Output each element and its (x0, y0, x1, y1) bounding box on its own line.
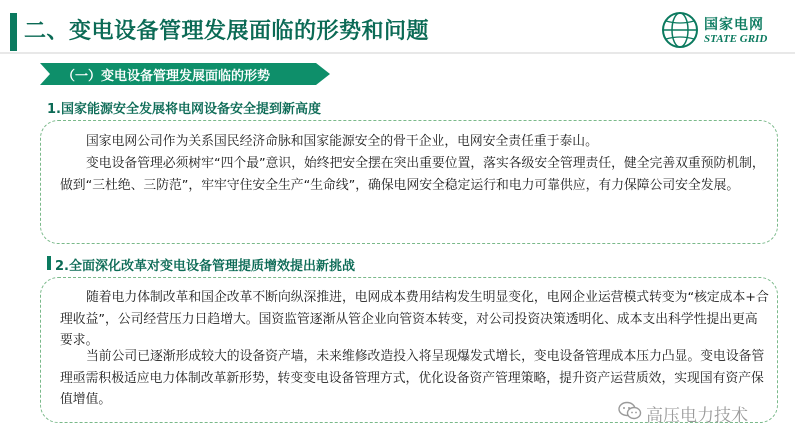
subheading-2-accent-bar (47, 256, 51, 270)
paragraph: 国家电网公司作为关系国民经济命脉和国家能源安全的骨干企业，电网安全责任重于泰山。 (86, 134, 598, 149)
section-banner-label: （一）变电设备管理发展面临的形势 (62, 69, 271, 84)
watermark-text: 高压电力技术 (646, 406, 748, 426)
title-accent-bar (10, 13, 17, 51)
subheading-1: 1.国家能源安全发展将电网设备安全提到新高度 (47, 102, 321, 117)
wechat-icon (618, 401, 642, 421)
globe-icon (660, 10, 700, 50)
paragraph: 变电设备管理必须树牢“四个最”意识，始终把安全摆在突出重要位置，落实各级安全管理责任，健全完善双重预防机制，做到“三杜绝、三防范”，牢牢守住安全生产“生命线”，确保电网安全稳定运行和电力可靠供应，有力保障公司安全发展。 (60, 156, 765, 193)
header-divider (0, 52, 795, 54)
subheading-2: 2.全面深化改革对变电设备管理提质增效提出新挑战 (55, 259, 355, 274)
page-title: 二、变电设备管理发展面临的形势和问题 (24, 19, 430, 44)
paragraph: 随着电力体制改革和国企改革不断向纵深推进，电网成本费用结构发生明显变化，电网企业运营模式转变为“核定成本+合理收益”，公司经营压力日趋增大。国资监管逐渐从管企业向管资本转变，对公司投资决策透明化、成本支出科学性提出更高要求。 (60, 290, 769, 348)
logo-english-text: STATE GRID (704, 33, 768, 45)
state-grid-logo (660, 8, 785, 54)
logo-chinese-text: 国家电网 (704, 17, 764, 33)
paragraph: 当前公司已逐渐形成较大的设备资产墙，未来维修改造投入将呈现爆发式增长，变电设备管理成本压力凸显。变电设备管理亟需积极适应电力体制改革新形势，转变变电设备管理方式，优化设备资产管理策略，提升资产运营质效，实现国有资产保值增值。 (60, 349, 765, 407)
